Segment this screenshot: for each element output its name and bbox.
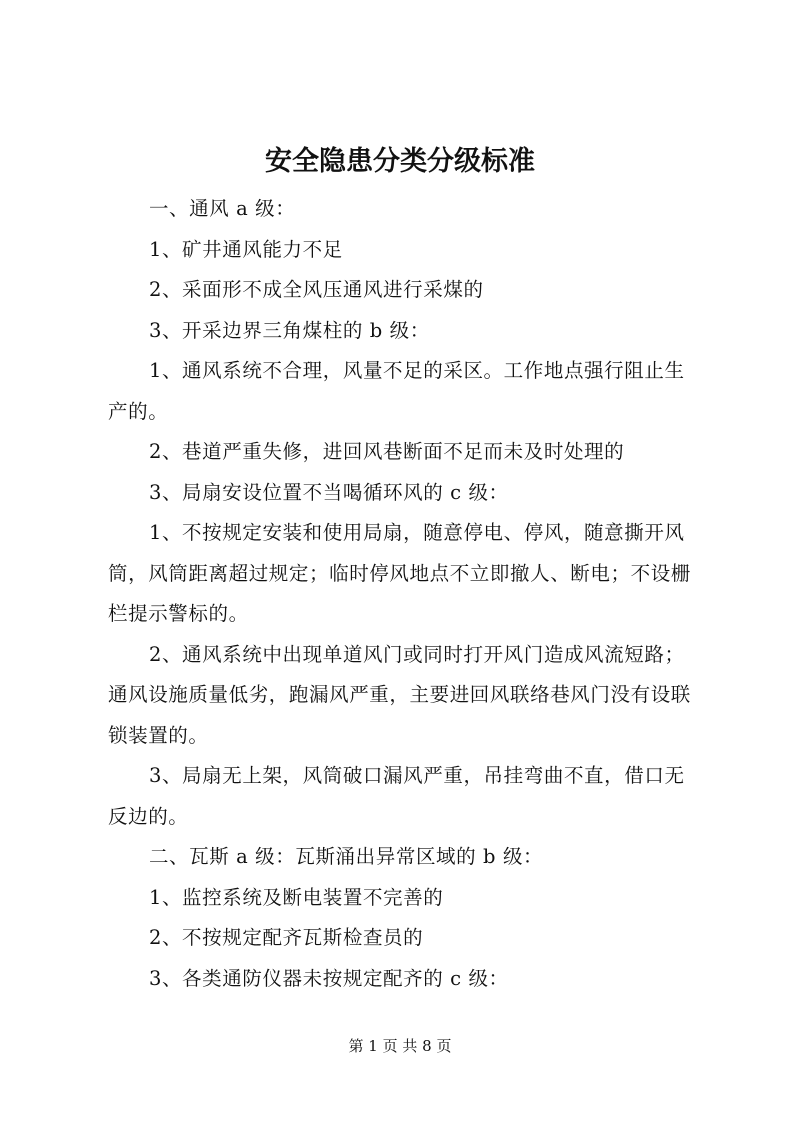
paragraph-2: 1、矿井通风能力不足 <box>148 237 343 261</box>
paragraph-13: 2、不按规定配齐瓦斯检查员的 <box>148 926 424 949</box>
paragraph-9: 2、通风系统中出现单道风门或同时打开风门造成风流短路；通风设施质量低劣，跑漏风严重，主要进回风联络巷风门没有设联锁装置的。 <box>108 642 691 747</box>
document-body <box>108 189 702 999</box>
paragraph-3: 2、采面形不成全风压通风进行采煤的 <box>148 278 484 301</box>
paragraph-6: 2、巷道严重失修，进回风巷断面不足而未及时处理的 <box>148 440 625 463</box>
paragraph-1: 一、通风 a 级： <box>148 197 296 220</box>
page-footer: 第 1 页 共 8 页 <box>348 1037 452 1055</box>
paragraph-11: 二、瓦斯 a 级：瓦斯涌出异常区域的 b 级： <box>148 845 544 868</box>
paragraph-4: 3、开采边界三角煤柱的 b 级： <box>148 318 430 342</box>
paragraph-7: 3、局扇安设位置不当喝循环风的 c 级： <box>148 480 509 504</box>
paragraph-12: 1、监控系统及断电装置不完善的 <box>148 885 444 909</box>
document-title: 安全隐患分类分级标准 <box>265 146 535 177</box>
paragraph-14: 3、各类通防仪器未按规定配齐的 c 级： <box>148 966 509 990</box>
paragraph-10: 3、局扇无上架，风筒破口漏风严重，吊挂弯曲不直，借口无反边的。 <box>108 764 685 828</box>
paragraph-5: 1、通风系统不合理，风量不足的采区。工作地点强行阻止生产的。 <box>108 359 685 423</box>
paragraph-8: 1、不按规定安装和使用局扇，随意停电、停风，随意撕开风筒，风筒距离超过规定；临时停风地点不立即撤人、断电；不设栅栏提示警标的。 <box>108 521 691 625</box>
